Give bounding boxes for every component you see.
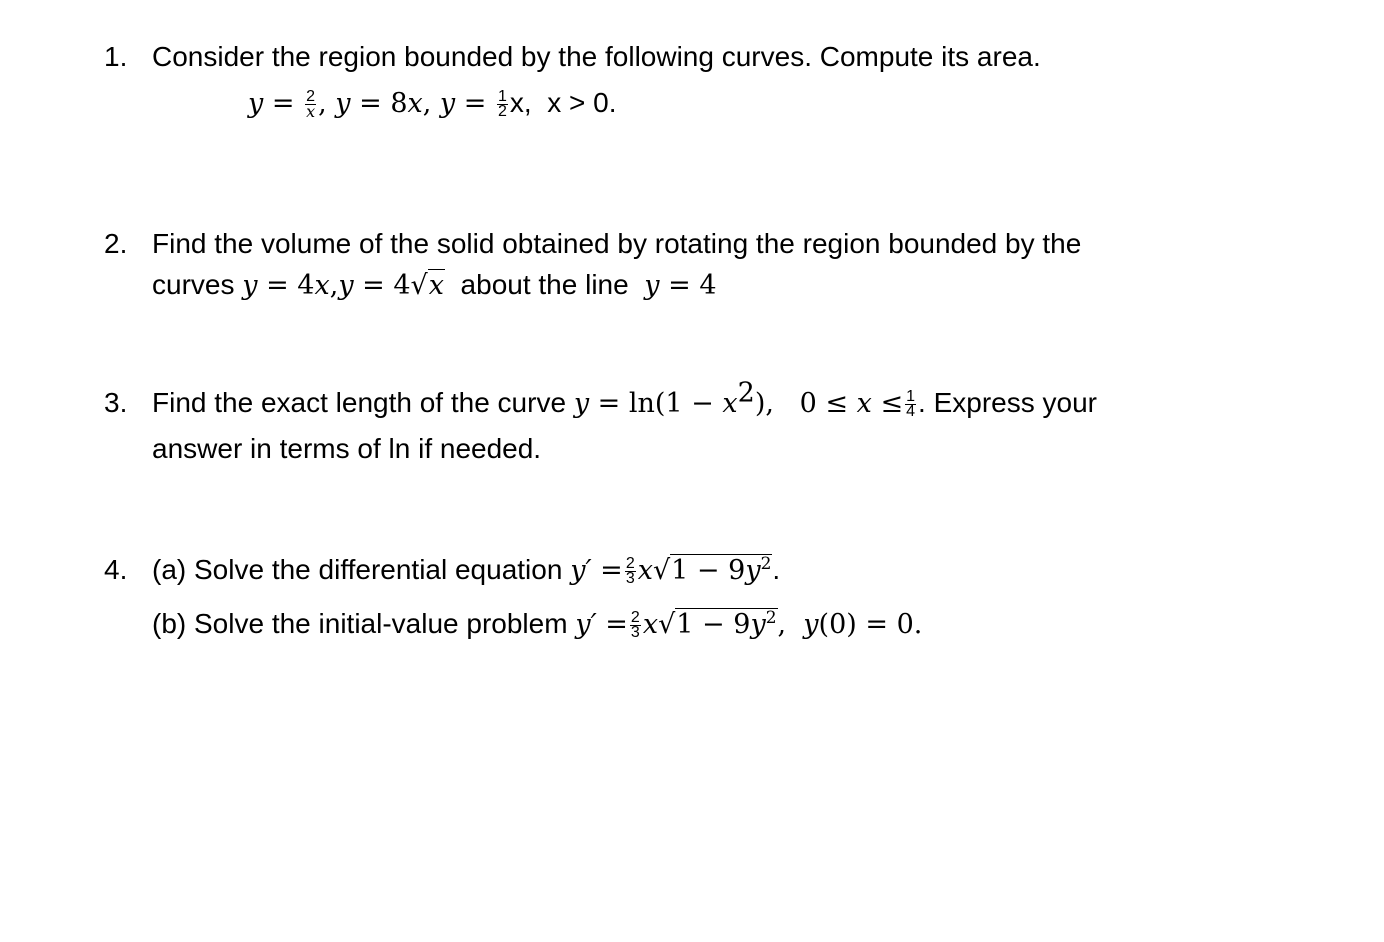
p4b-fraction — [630, 611, 641, 640]
eq1-y: y — [248, 88, 264, 119]
problem-3-number: 3. — [104, 387, 128, 418]
p4b-under: 1 − 9 — [676, 609, 751, 640]
problem-1-number: 1. — [104, 41, 128, 72]
p4b-frac-num: 2 — [630, 609, 640, 627]
p4b-y2: y — [750, 609, 766, 640]
problem-1-text: Consider the region bounded by the following curves. Compute its area. — [152, 41, 1041, 72]
sqrt-sign: √ — [652, 555, 671, 586]
eq2-equals: = 8 — [350, 88, 408, 119]
p3-eq-ln: = ln(1 − — [589, 388, 723, 419]
eq3-y: y — [439, 88, 456, 119]
p4a-fraction — [625, 557, 636, 586]
p3-frac-den: 4 — [906, 403, 916, 421]
problem-2-about-line: about the line — [445, 269, 645, 300]
p4a-y2: y — [745, 555, 761, 586]
p4a-sqrt-body — [670, 554, 772, 586]
eq1-equals: = — [263, 88, 304, 119]
p2-comma: , — [329, 270, 339, 301]
eq3-x: x, — [509, 87, 532, 118]
p3-x2: x — [856, 388, 872, 419]
eq1-sep2: , — [422, 88, 440, 119]
eq2-x: x — [407, 88, 423, 119]
p2-m1-y: y — [242, 270, 258, 301]
problem-1-equations — [248, 86, 616, 121]
eq3-fraction — [497, 90, 508, 119]
p4b-x: x — [642, 609, 659, 640]
p4a-x: x — [637, 555, 653, 586]
p4a-yprime: y′ — [570, 555, 592, 586]
p2-sqrt — [411, 269, 445, 303]
p2-m1-x: x — [314, 270, 330, 301]
p2-sqrt-x: x — [428, 270, 444, 301]
eq3-frac-num: 1 — [497, 88, 507, 106]
p4a-under: 1 − 9 — [671, 555, 746, 586]
p3-fraction — [905, 390, 916, 419]
p4a-frac-num: 2 — [625, 555, 635, 573]
p4a-eq: = — [591, 555, 623, 586]
p4b-frac-den: 3 — [630, 624, 640, 642]
p3-y: y — [573, 388, 590, 419]
problem-4a-line — [152, 553, 780, 588]
p3-frac-num: 1 — [906, 388, 916, 406]
eq1-fraction — [305, 88, 316, 122]
p3-x: x — [722, 388, 738, 419]
p2-m1-eq: = 4 — [257, 270, 315, 301]
p2-m2-y: y — [338, 270, 354, 301]
problem-4a-text: (a) Solve the differential equation — [152, 554, 571, 585]
sqrt-sign: √ — [410, 270, 428, 301]
p4b-sqrt — [658, 608, 777, 642]
problem-3-text-line1 — [152, 377, 1097, 421]
p4a-frac-den: 3 — [625, 570, 635, 588]
eq1-frac-num: 2 — [306, 88, 316, 106]
p2-m2-eq: = 4 — [353, 270, 411, 301]
p3-sup: 2 — [737, 377, 755, 409]
problem-2-number: 2. — [104, 228, 128, 259]
p4b-ic-y: y — [803, 609, 819, 640]
p4b-sup: 2 — [765, 608, 777, 628]
p4b-comma: , — [777, 609, 804, 640]
p4a-end: . — [772, 554, 781, 585]
problem-3-text-line2: answer in terms of ln if needed. — [152, 433, 542, 464]
eq3-equals: = — [455, 88, 495, 119]
p3-dot: . — [918, 387, 926, 418]
eq1-frac-den: x — [306, 102, 316, 122]
p4b-sqrt-body — [675, 608, 777, 640]
p4a-sqrt — [653, 554, 772, 588]
problem-2-text-line2 — [152, 268, 717, 303]
p4b-eq: = — [596, 609, 628, 640]
problem-3-express: Express your — [925, 387, 1097, 418]
p4b-yprime: y′ — [575, 609, 597, 640]
problem-4b-line — [152, 607, 922, 642]
problem-4-number: 4. — [104, 554, 128, 585]
p2-m3-y: y — [644, 270, 660, 301]
eq2-y: y — [335, 88, 351, 119]
eq-condition: x > 0. — [531, 87, 617, 118]
p4a-sup: 2 — [760, 554, 772, 574]
problem-4b-text: (b) Solve the initial-value problem — [152, 608, 576, 639]
p4b-ic: (0) = 0. — [818, 609, 923, 640]
problem-2-curves-label: curves — [152, 269, 243, 300]
problem-3-intro: Find the exact length of the curve — [152, 387, 574, 418]
p3-le: ≤ — [871, 388, 904, 419]
p2-m3-eq: = 4 — [659, 270, 717, 301]
problem-2-text-line1: Find the volume of the solid obtained by rotating the region bounded by the — [152, 228, 1082, 259]
eq3-frac-den: 2 — [497, 103, 507, 121]
p3-close: ), 0 ≤ — [754, 388, 857, 419]
eq1-sep1: , — [318, 88, 336, 119]
sqrt-sign: √ — [658, 609, 676, 640]
